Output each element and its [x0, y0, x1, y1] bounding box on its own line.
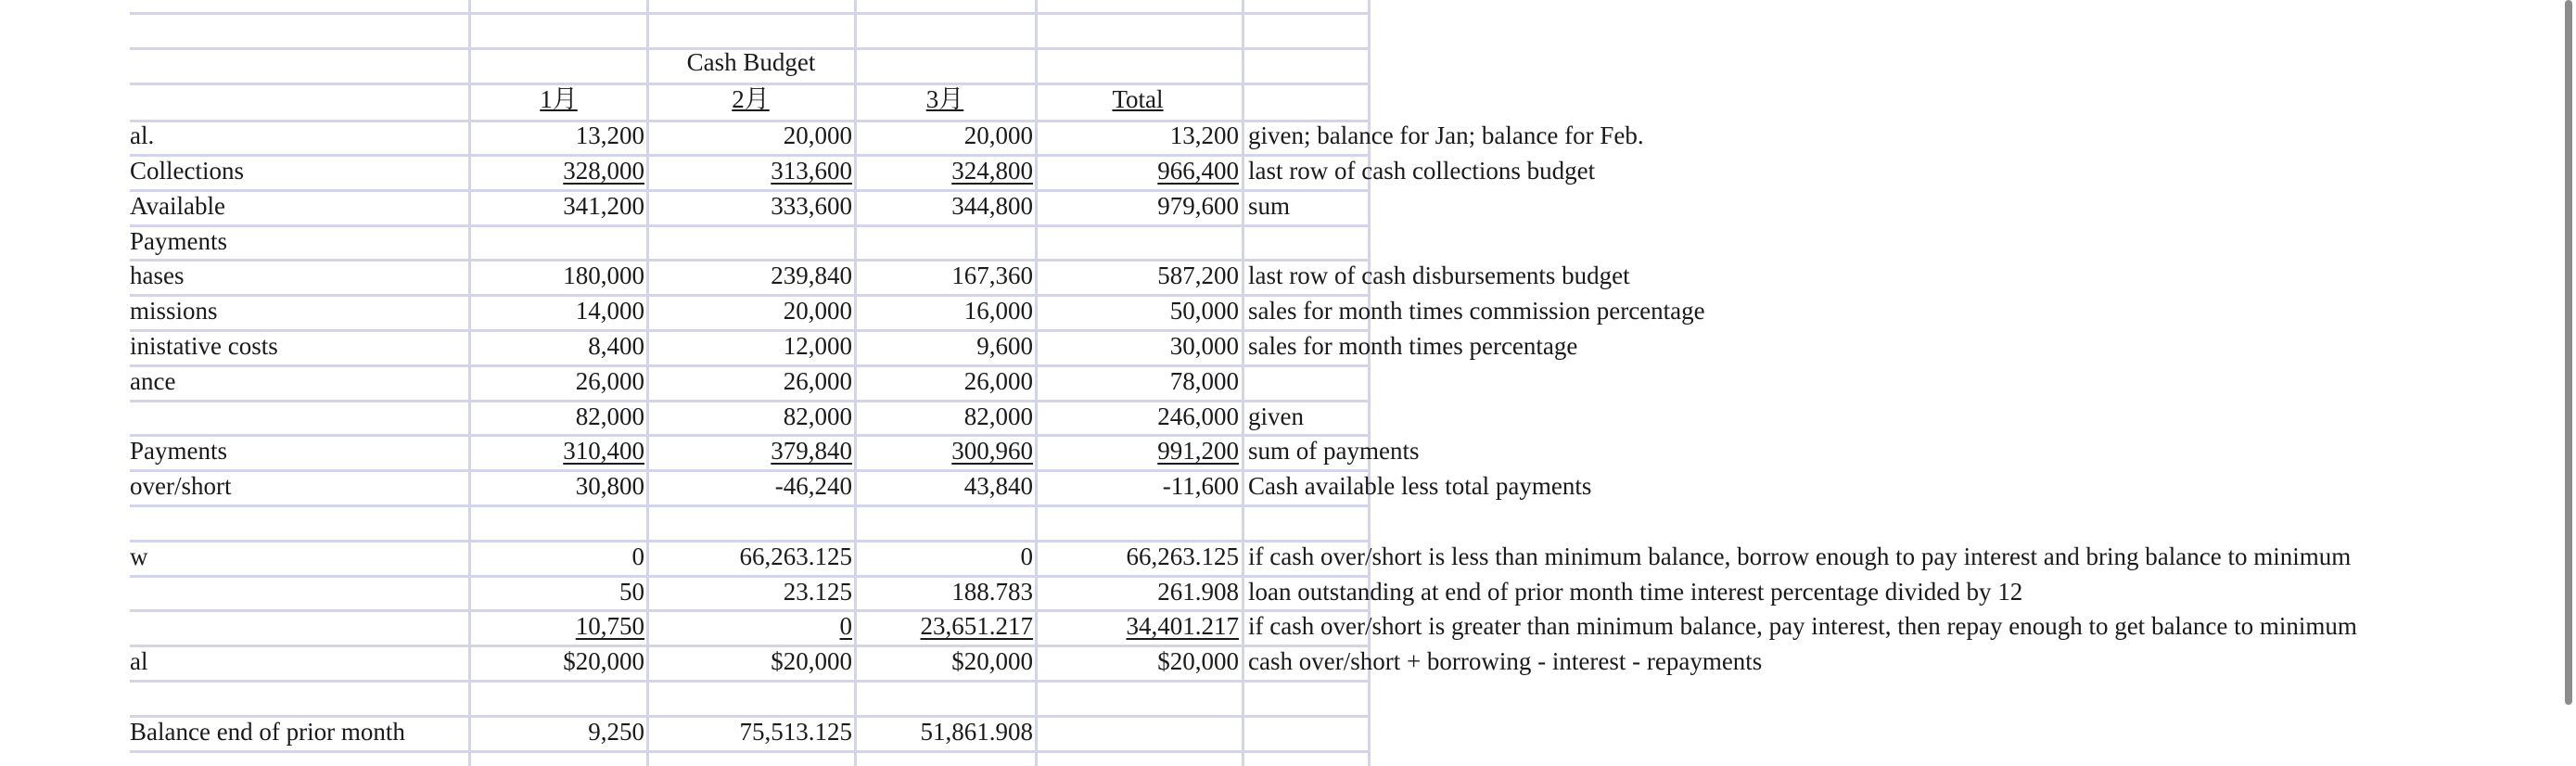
row-gridline — [130, 750, 1369, 753]
value-cell[interactable]: 26,000 — [783, 367, 852, 395]
note-cell[interactable]: if cash over/short is less than minimum balance, borrow enough to pay interest and bring balance to minimum — [1248, 543, 2352, 570]
value-cell[interactable]: 991,200 — [1157, 437, 1239, 465]
value-cell[interactable] — [857, 679, 1033, 714]
row-label[interactable]: missions — [130, 297, 218, 325]
value-cell[interactable]: 50,000 — [1169, 297, 1239, 325]
value-cell[interactable] — [649, 679, 852, 714]
value-cell[interactable]: 341,200 — [563, 192, 644, 220]
value-cell[interactable]: $20,000 — [951, 647, 1033, 675]
row-label[interactable] — [130, 504, 464, 539]
row-label[interactable]: al. — [130, 121, 155, 149]
value-cell[interactable] — [857, 504, 1033, 539]
cash-budget-title[interactable]: Cash Budget — [686, 48, 816, 76]
row-label[interactable]: over/short — [130, 472, 232, 500]
row-gridline — [130, 12, 1369, 15]
note-cell[interactable]: sum — [1248, 192, 1291, 220]
month-header-jan[interactable]: 1月 — [540, 85, 578, 113]
value-cell[interactable] — [1037, 679, 1239, 714]
row-label[interactable]: hases — [130, 262, 185, 289]
value-cell[interactable] — [1037, 714, 1239, 749]
note-cell[interactable]: last row of cash collections budget — [1248, 157, 1596, 185]
note-cell[interactable]: loan outstanding at end of prior month time interest percentage divided by 12 — [1248, 578, 2023, 606]
value-cell[interactable]: 310,400 — [563, 437, 644, 465]
note-cell[interactable]: given; balance for Jan; balance for Feb. — [1248, 121, 1644, 149]
value-cell[interactable]: 20,000 — [783, 297, 852, 325]
value-cell[interactable]: 9,250 — [588, 718, 644, 746]
value-cell[interactable]: $20,000 — [1157, 647, 1239, 675]
total-header[interactable]: Total — [1112, 85, 1164, 113]
value-cell[interactable]: 13,200 — [1169, 121, 1239, 149]
value-cell[interactable]: 188.783 — [951, 578, 1033, 606]
value-cell[interactable]: 587,200 — [1157, 262, 1239, 289]
row-label[interactable]: Available — [130, 192, 225, 220]
note-cell[interactable]: given — [1248, 402, 1304, 430]
value-cell[interactable]: 78,000 — [1169, 367, 1239, 395]
value-cell[interactable]: 0 — [631, 543, 644, 570]
row-label[interactable]: Payments — [130, 437, 227, 465]
month-header-mar[interactable]: 3月 — [925, 85, 964, 113]
value-cell[interactable]: 82,000 — [575, 402, 644, 430]
value-cell[interactable]: 26,000 — [575, 367, 644, 395]
value-cell[interactable]: 75,513.125 — [739, 718, 852, 746]
value-cell[interactable]: 14,000 — [575, 297, 644, 325]
value-cell[interactable]: 261.908 — [1157, 578, 1239, 606]
month-header-feb[interactable]: 2月 — [732, 85, 770, 113]
value-cell[interactable]: 50 — [619, 578, 644, 606]
row-label[interactable]: inistative costs — [130, 332, 278, 360]
value-cell[interactable]: 9,600 — [976, 332, 1033, 360]
value-cell[interactable]: $20,000 — [771, 647, 852, 675]
note-cell[interactable]: sum of payments — [1248, 437, 1420, 465]
note-cell[interactable]: if cash over/short is greater than minimum balance, pay interest, then repay enough to get balance to minimum — [1248, 612, 2357, 640]
row-label[interactable]: al — [130, 647, 148, 675]
value-cell[interactable] — [649, 504, 852, 539]
value-cell[interactable]: 30,800 — [575, 472, 644, 500]
value-cell[interactable]: 23,651.217 — [920, 612, 1033, 640]
value-cell[interactable]: 20,000 — [963, 121, 1033, 149]
value-cell[interactable]: 66,263.125 — [1126, 543, 1239, 570]
value-cell[interactable]: 379,840 — [771, 437, 852, 465]
value-cell[interactable]: 344,800 — [951, 192, 1033, 220]
column-gridline — [468, 0, 471, 766]
value-cell[interactable]: 12,000 — [783, 332, 852, 360]
value-cell[interactable]: -46,240 — [774, 472, 852, 500]
value-cell[interactable]: 333,600 — [771, 192, 852, 220]
note-cell[interactable]: sales for month times commission percentage — [1248, 297, 1705, 325]
value-cell[interactable]: 43,840 — [963, 472, 1033, 500]
value-cell[interactable]: 239,840 — [771, 262, 852, 289]
scrollbar-thumb[interactable] — [2565, 0, 2572, 705]
value-cell[interactable]: 51,861.908 — [920, 718, 1033, 746]
row-label[interactable] — [130, 679, 464, 714]
value-cell[interactable] — [1037, 504, 1239, 539]
value-cell[interactable]: 20,000 — [783, 121, 852, 149]
value-cell[interactable] — [473, 223, 644, 259]
value-cell[interactable]: $20,000 — [563, 647, 644, 675]
note-cell[interactable]: cash over/short + borrowing - interest - repayments — [1248, 647, 1763, 675]
value-cell[interactable]: -11,600 — [1162, 472, 1239, 500]
note-cell[interactable]: Cash available less total payments — [1248, 472, 1592, 500]
value-cell[interactable]: 23.125 — [783, 578, 852, 606]
value-cell[interactable]: 13,200 — [575, 121, 644, 149]
value-cell[interactable]: 246,000 — [1157, 402, 1239, 430]
value-cell[interactable]: 26,000 — [963, 367, 1033, 395]
value-cell[interactable]: 16,000 — [963, 297, 1033, 325]
value-cell[interactable]: 180,000 — [563, 262, 644, 289]
row-label[interactable] — [130, 608, 464, 644]
column-gridline — [1242, 0, 1244, 766]
row-label[interactable]: Balance end of prior month — [130, 718, 405, 746]
value-cell[interactable]: 328,000 — [563, 157, 644, 185]
value-cell[interactable]: 34,401.217 — [1126, 612, 1239, 640]
note-cell[interactable]: last row of cash disbursements budget — [1248, 262, 1630, 289]
value-cell[interactable]: 10,750 — [575, 612, 644, 640]
value-cell[interactable]: 167,360 — [951, 262, 1033, 289]
value-cell[interactable]: 30,000 — [1169, 332, 1239, 360]
value-cell[interactable] — [473, 504, 644, 539]
row-label[interactable] — [130, 399, 464, 434]
value-cell[interactable] — [473, 679, 644, 714]
vertical-scrollbar[interactable] — [2556, 0, 2576, 766]
value-cell[interactable] — [857, 223, 1033, 259]
note-cell[interactable]: sales for month times percentage — [1248, 332, 1578, 360]
row-label[interactable]: Collections — [130, 157, 244, 185]
value-cell[interactable]: 979,600 — [1157, 192, 1239, 220]
value-cell[interactable]: 82,000 — [963, 402, 1033, 430]
value-cell[interactable]: 0 — [1020, 543, 1033, 570]
value-cell[interactable] — [649, 223, 852, 259]
row-label[interactable]: ance — [130, 367, 176, 395]
value-cell[interactable]: 8,400 — [588, 332, 644, 360]
value-cell[interactable]: 300,960 — [951, 437, 1033, 465]
row-label[interactable]: w — [130, 543, 148, 570]
value-cell[interactable]: 0 — [839, 612, 852, 640]
value-cell[interactable]: 313,600 — [771, 157, 852, 185]
value-cell[interactable]: 966,400 — [1157, 157, 1239, 185]
value-cell[interactable]: 66,263.125 — [739, 543, 852, 570]
value-cell[interactable]: 82,000 — [783, 402, 852, 430]
row-label[interactable]: Payments — [130, 227, 227, 255]
value-cell[interactable] — [1037, 223, 1239, 259]
row-label[interactable] — [130, 574, 464, 609]
value-cell[interactable]: 324,800 — [951, 157, 1033, 185]
